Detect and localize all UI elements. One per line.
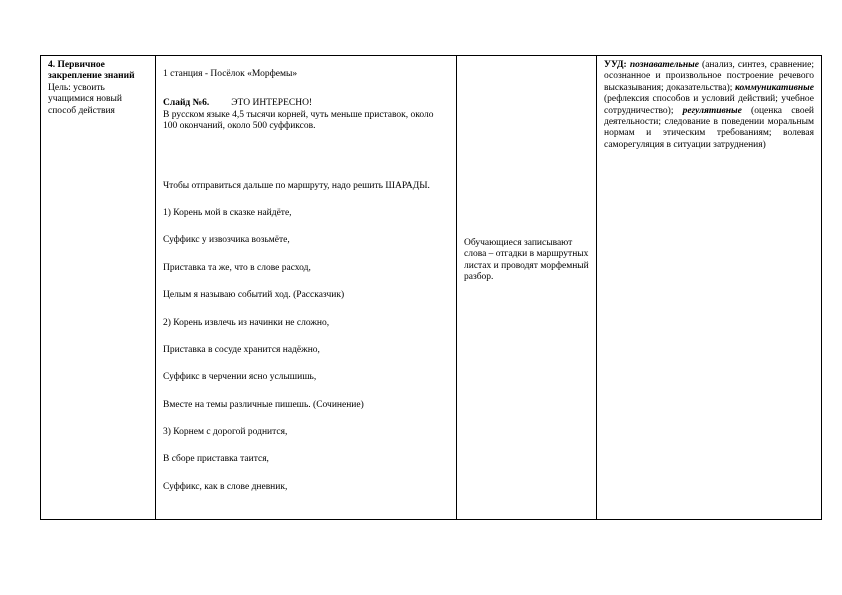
charade-line: Целым я называю событий ход. (Рассказчик)	[163, 290, 345, 301]
charade-line: 1) Корень мой в сказке найдёте,	[163, 207, 292, 218]
uud-term-regulative: регулятивные	[682, 105, 742, 116]
table-row	[41, 56, 822, 520]
uud-text-regulative: (оценка своей деятельности; следование в поведении моральным нормам и этическим требованиям; волевая саморегуляция в ситуации затруднения)	[604, 105, 814, 150]
station-title: 1 станция - Посёлок «Морфемы»	[163, 69, 298, 79]
stage-goal: Цель: усвоить учащимися новый способ действия	[48, 82, 122, 116]
uud-paragraph	[604, 60, 814, 151]
charade-line: Приставка та же, что в слове расход,	[163, 262, 311, 273]
uud-label: УУД:	[604, 60, 627, 70]
charade-line: Суффикс в черчении ясно услышишь,	[163, 372, 317, 383]
charade-line: В сборе приставка таится,	[163, 454, 269, 465]
slide-title: ЭТО ИНТЕРЕСНО!	[231, 98, 313, 109]
slide-line	[163, 98, 449, 109]
task-intro: Чтобы отправиться дальше по маршруту, надо решить ШАРАДЫ.	[163, 180, 430, 191]
charade-line: Приставка в сосуде хранится надёжно,	[163, 344, 320, 355]
charade-line: Суффикс, как в слове дневник,	[163, 481, 288, 492]
students-activity-cell	[457, 56, 597, 520]
charade-line: 3) Корнем с дорогой роднится,	[163, 427, 288, 438]
uud-term-communicative: коммуникативные	[735, 82, 814, 93]
students-activity-text: Обучающиеся записывают слова – отгадки в маршрутных листах и проводят морфемный разбор.	[464, 238, 589, 283]
teacher-activity-cell	[156, 56, 457, 520]
uud-text-communicative: (рефлексия способов и условий действий; учебное сотрудничество);	[604, 94, 814, 116]
charade-line: 2) Корень извлечь из начинки не сложно,	[163, 317, 330, 328]
fact-paragraph: В русском языке 4,5 тысячи корней, чуть меньше приставок, около 100 окончаний, около 500 суффиксов.	[163, 109, 434, 132]
uud-cell	[597, 56, 822, 520]
lesson-plan-table	[40, 55, 822, 520]
slide-label: Слайд №6.	[163, 98, 210, 109]
stage-title: 4. Первичное закрепление знаний	[48, 60, 135, 82]
charade-line: Вместе на темы различные пишешь. (Сочинение)	[163, 399, 364, 410]
stage-cell	[41, 56, 156, 520]
uud-term-cognitive: познавательные	[629, 60, 699, 70]
charade-line: Суффикс у извозчика возьмёте,	[163, 235, 290, 246]
uud-text-cognitive: (анализ, синтез, сравнение; осознанное и произвольное построение речевого высказывания; доказательства);	[604, 60, 814, 93]
